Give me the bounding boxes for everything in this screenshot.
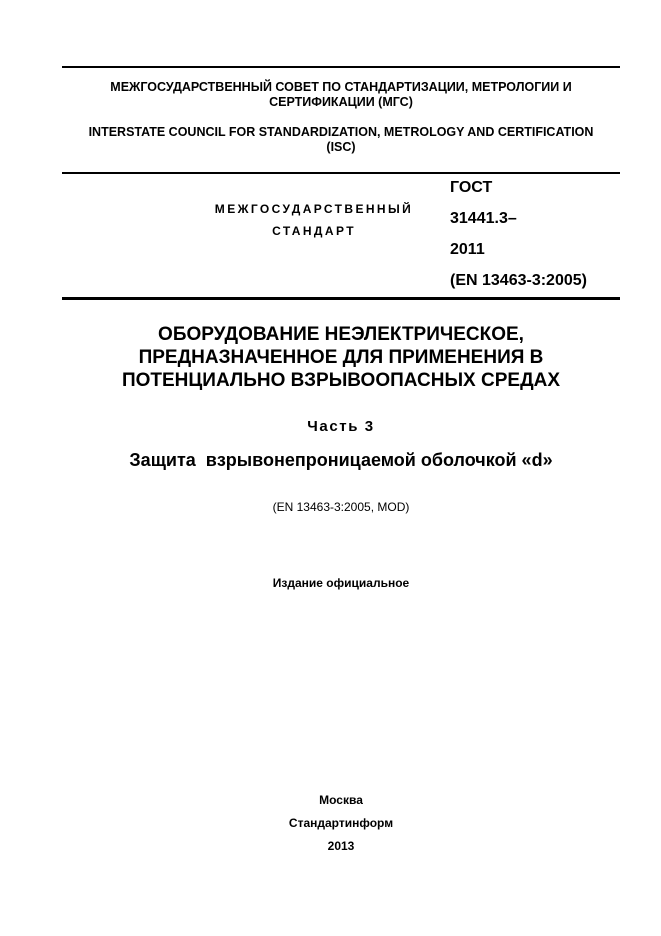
standard-type-label	[200, 198, 428, 242]
standard-label-line-2: СТАНДАРТ	[272, 224, 356, 238]
bottom-divider	[62, 297, 620, 300]
standard-designation	[450, 172, 620, 296]
edition-note: Издание официальное	[272, 576, 410, 590]
part-number: Часть 3	[307, 418, 375, 435]
top-divider	[62, 66, 620, 68]
imprint-year: 2013	[327, 839, 355, 853]
council-name-english	[62, 125, 620, 155]
designation-line-1: ГОСТ	[450, 179, 493, 196]
part-title: Защита взрывонепроницаемой оболочкой «d»	[129, 450, 553, 470]
designation-line-4: (EN 13463-3:2005)	[450, 272, 587, 289]
council-name-russian	[62, 80, 620, 110]
council-en-line-2: (ISC)	[326, 140, 356, 154]
imprint-publisher: Стандартинформ	[288, 816, 394, 830]
imprint-city: Москва	[319, 793, 363, 807]
council-ru-line-2: СЕРТИФИКАЦИИ (МГС)	[269, 95, 413, 109]
title-line-1: ОБОРУДОВАНИЕ НЕЭЛЕКТРИЧЕСКОЕ,	[158, 324, 524, 345]
designation-line-2: 31441.3–	[450, 210, 517, 227]
council-en-line-1: INTERSTATE COUNCIL FOR STANDARDIZATION, METROLOGY AND CERTIFICATION	[88, 125, 594, 139]
title-line-2: ПРЕДНАЗНАЧЕННОЕ ДЛЯ ПРИМЕНЕНИЯ В	[138, 347, 544, 368]
designation-line-3: 2011	[450, 241, 485, 258]
council-ru-line-1: МЕЖГОСУДАРСТВЕННЫЙ СОВЕТ ПО СТАНДАРТИЗАЦИИ, МЕТРОЛОГИИ И	[110, 80, 572, 94]
imprint	[62, 789, 620, 858]
document-title	[62, 323, 620, 392]
standard-label-line-1: МЕЖГОСУДАРСТВЕННЫЙ	[214, 202, 414, 216]
title-line-3: ПОТЕНЦИАЛЬНО ВЗРЫВООПАСНЫХ СРЕДАХ	[121, 370, 561, 391]
international-reference: (EN 13463-3:2005, MOD)	[272, 500, 410, 514]
